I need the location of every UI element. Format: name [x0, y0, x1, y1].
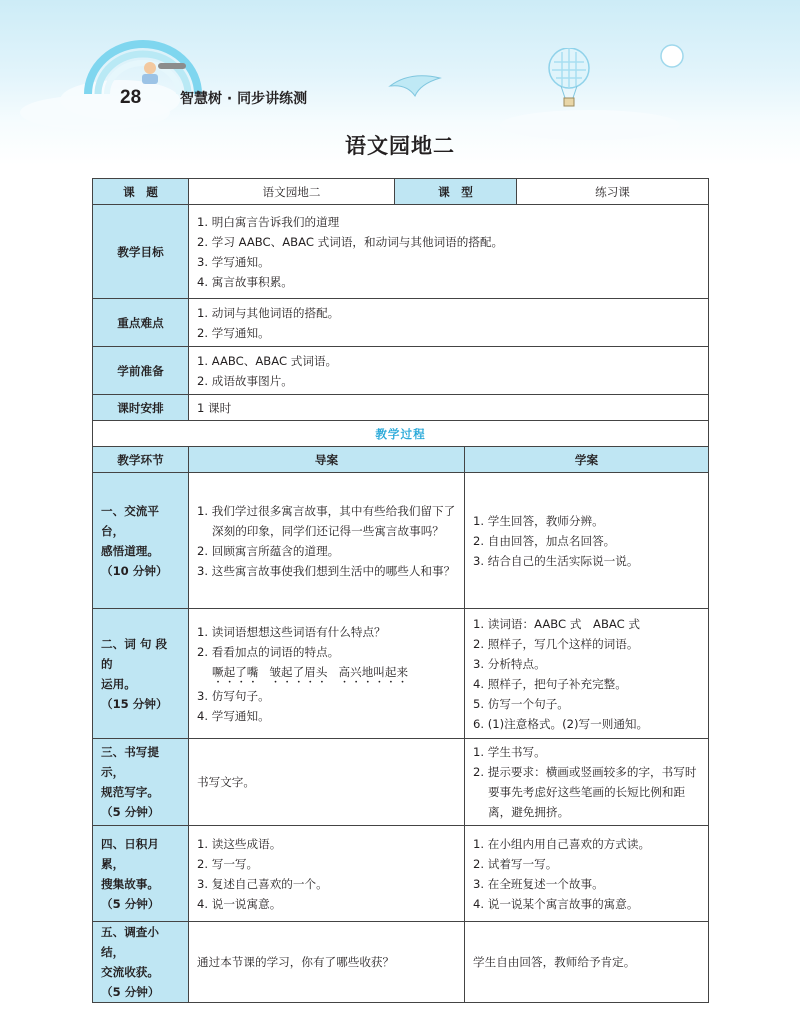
stage-line: 四、日积月累， [101, 836, 159, 871]
process-row [93, 739, 709, 826]
prep-label: 学前准备 [93, 347, 189, 395]
study-item: 3. 结合自己的生活实际说一说。 [473, 553, 639, 568]
guide-item: 2. 写一写。 [197, 856, 259, 871]
goals-row [93, 205, 709, 299]
stage-line: 搜集故事。 [101, 876, 159, 891]
goals-cell [189, 205, 709, 299]
key-point-item: 2. 学写通知。 [197, 325, 270, 340]
stage-line: 运用。 [101, 676, 136, 691]
process-row [93, 473, 709, 609]
series-title: 智慧树 · 同步讲练测 [180, 91, 308, 107]
col-stage-header: 教学环节 [93, 447, 189, 473]
page-number: 28 [120, 87, 142, 108]
goals-label: 教学目标 [93, 205, 189, 299]
study-cell [465, 473, 709, 609]
study-item: 2. 试着写一写。 [473, 856, 558, 871]
type-value: 练习课 [517, 179, 709, 205]
guide-item: 3. 这些寓言故事使我们想到生活中的哪些人和事？ [197, 563, 456, 578]
stage-line: 二、词 句 段 的 [101, 636, 168, 671]
col-guide-header: 导案 [189, 447, 465, 473]
example-word: 噘起了嘴 [212, 664, 259, 679]
sun-icon [659, 43, 685, 69]
example-words [197, 662, 456, 686]
topic-value: 语文园地二 [189, 179, 395, 205]
lesson-plan-table [92, 178, 709, 1003]
stage-line: 三、书写提示， [101, 745, 159, 779]
guide-item: 2. 看看加点的词语的特点。 [197, 644, 340, 659]
study-cell: 学生自由回答，教师给予肯定。 [465, 922, 709, 1003]
stage-line: （10 分钟） [101, 563, 168, 578]
process-row [93, 826, 709, 922]
study-cell [465, 609, 709, 739]
goal-item: 3. 学写通知。 [197, 254, 270, 269]
study-item: 2. 自由回答，加点名回答。 [473, 533, 616, 548]
type-label: 课 型 [395, 179, 517, 205]
stage-line: 感悟道理。 [101, 543, 159, 558]
guide-cell: 书写文字。 [189, 739, 465, 826]
guide-item: 4. 学写通知。 [197, 708, 270, 723]
key-point-item: 1. 动词与其他词语的搭配。 [197, 305, 340, 320]
prep-row [93, 347, 709, 395]
stage-cell [93, 609, 189, 739]
study-item: 1. 读词语：AABC 式 ABAC 式 [473, 616, 641, 631]
study-item: 2. 提示要求：横画或竖画较多的字，书写时要事先考虑好这些笔画的长短比例和距离，避免拥挤。 [473, 765, 697, 819]
time-label: 课时安排 [93, 395, 189, 421]
stage-line: 交流收获。 [101, 965, 159, 979]
study-item: 1. 在小组内用自己喜欢的方式读。 [473, 836, 651, 851]
study-item: 6. (1)注意格式。(2)写一则通知。 [473, 716, 649, 731]
key-points-cell [189, 299, 709, 347]
guide-item: 1. 我们学过很多寓言故事，其中有些给我们留下了深刻的印象，同学们还记得一些寓言故事吗？ [197, 503, 456, 538]
stage-cell [93, 739, 189, 826]
goal-item: 2. 学习 AABC、ABAC 式词语，和动词与其他词语的搭配。 [197, 234, 504, 249]
col-study-header: 学案 [465, 447, 709, 473]
guide-cell [189, 473, 465, 609]
stage-line: 规范写字。 [101, 785, 159, 799]
topic-label: 课 题 [93, 179, 189, 205]
goal-item: 1. 明白寓言告诉我们的道理 [197, 214, 340, 229]
guide-item: 3. 复述自己喜欢的一个。 [197, 876, 328, 891]
process-row [93, 922, 709, 1003]
guide-item: 1. 读词语想想这些词语有什么特点？ [197, 624, 386, 639]
guide-cell [189, 826, 465, 922]
prep-cell [189, 347, 709, 395]
stage-line: （5 分钟） [101, 896, 160, 911]
stage-line: （5 分钟） [101, 985, 160, 999]
guide-item: 2. 回顾寓言所蕴含的道理。 [197, 543, 340, 558]
example-word: 皱起了眉头 [269, 664, 328, 679]
study-item: 3. 分析特点。 [473, 656, 546, 671]
example-word: 高兴地叫起来 [338, 664, 409, 679]
cloud-decoration [20, 95, 170, 130]
glider-illustration [385, 66, 445, 106]
process-row [93, 609, 709, 739]
prep-item: 1. AABC、ABAC 式词语。 [197, 353, 338, 368]
guide-cell: 通过本节课的学习，你有了哪些收获？ [189, 922, 465, 1003]
stage-line: 一、交流平台， [101, 503, 159, 538]
time-value: 1 课时 [189, 395, 709, 421]
process-title-row [93, 421, 709, 447]
study-cell [465, 826, 709, 922]
study-item: 1. 学生回答，教师分辨。 [473, 513, 604, 528]
stage-line: （5 分钟） [101, 805, 160, 819]
guide-item: 1. 读这些成语。 [197, 836, 282, 851]
study-item: 3. 在全班复述一个故事。 [473, 876, 604, 891]
stage-cell [93, 826, 189, 922]
study-item: 4. 说一说某个寓言故事的寓意。 [473, 896, 639, 911]
balloon-illustration [546, 48, 592, 110]
goal-item: 4. 寓言故事积累。 [197, 274, 293, 289]
prep-item: 2. 成语故事图片。 [197, 373, 293, 388]
key-points-row [93, 299, 709, 347]
process-header-row [93, 447, 709, 473]
study-item: 2. 照样子，写几个这样的词语。 [473, 636, 639, 651]
key-points-label: 重点难点 [93, 299, 189, 347]
stage-cell [93, 922, 189, 1003]
stage-line: 五、调查小结， [101, 925, 159, 959]
time-row [93, 395, 709, 421]
page-title: 语文园地二 [345, 134, 455, 158]
study-item: 5. 仿写一个句子。 [473, 696, 569, 711]
study-item: 1. 学生书写。 [473, 745, 546, 759]
guide-cell [189, 609, 465, 739]
topic-row [93, 179, 709, 205]
guide-item: 4. 说一说寓意。 [197, 896, 282, 911]
guide-item: 3. 仿写句子。 [197, 688, 270, 703]
stage-line: （15 分钟） [101, 696, 168, 711]
study-item: 4. 照样子，把句子补充完整。 [473, 676, 627, 691]
study-cell [465, 739, 709, 826]
stage-cell [93, 473, 189, 609]
process-section-title: 教学过程 [93, 421, 709, 447]
